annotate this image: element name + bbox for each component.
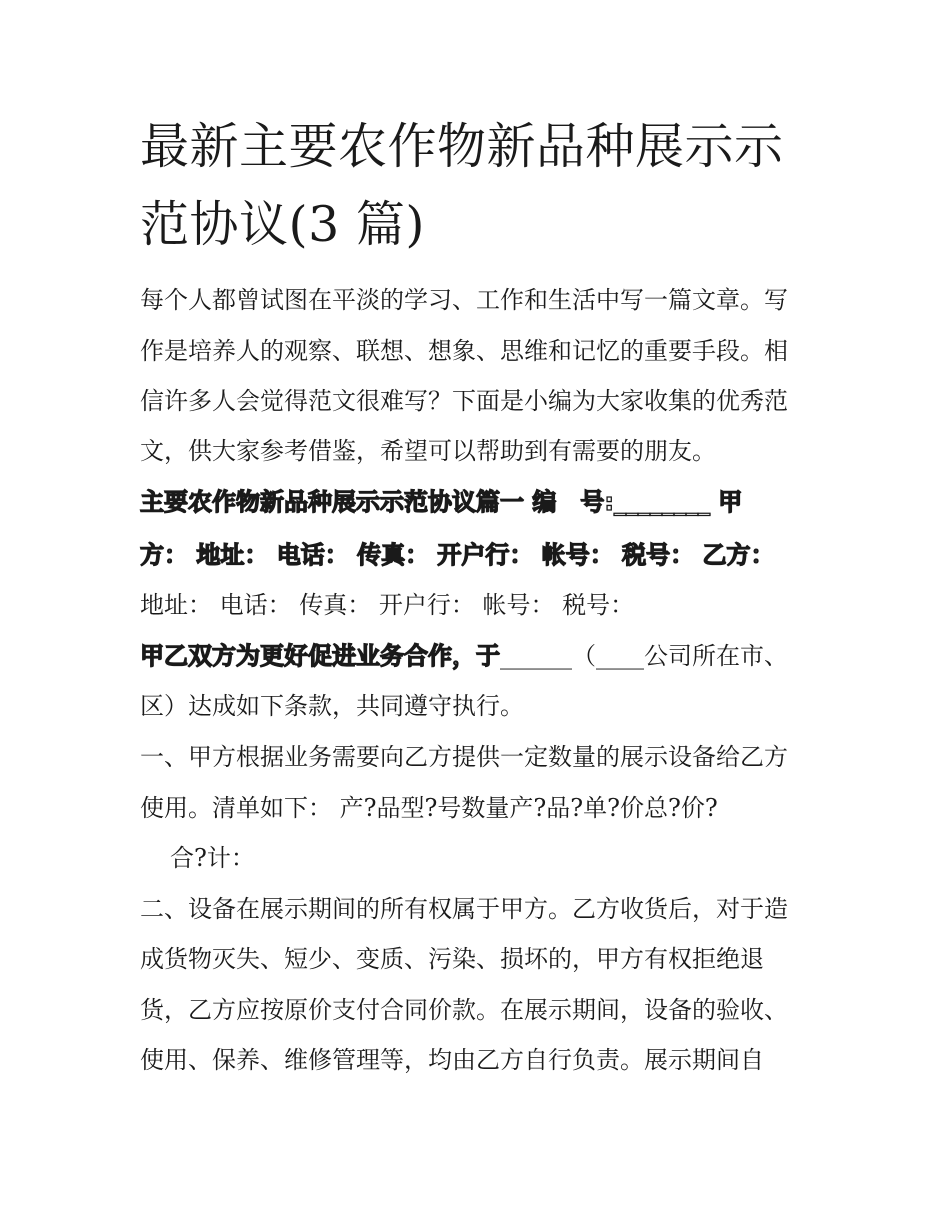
intro-line-1: 每个人都曾试图在平淡的学习、工作和生活中写一篇文章。写 bbox=[140, 286, 788, 314]
clause-2-line-3: 货，乙方应按原价支付合同价款。在展示期间，设备的验收、 bbox=[140, 996, 788, 1024]
intro-line-3: 信许多人会觉得范文很难写？下面是小编为大家收集的优秀范 bbox=[140, 387, 788, 415]
clause-1-line-3: 合?计： bbox=[170, 844, 255, 872]
agreement-lead: 甲乙双方为更好促进业务合作，于 bbox=[140, 642, 500, 670]
section-header-line-2: 方： 地址： 电话： 传真： 开户行： 帐号： 税号： 乙方： bbox=[140, 541, 775, 569]
party-b-info: 地址： 电话： 传真： 开户行： 帐号： 税号： bbox=[140, 591, 635, 619]
agreement-line-2: 区）达成如下条款，共同遵守执行。 bbox=[140, 692, 524, 720]
agreement-location: ______（____公司所在市、 bbox=[500, 642, 788, 670]
clause-1-line-2: 使用。清单如下： 产?品型?号数量产?品?单?价总?价? bbox=[140, 794, 718, 822]
clause-2-line-1: 二、设备在展示期间的所有权属于甲方。乙方收货后，对于造 bbox=[140, 895, 788, 923]
clause-2-line-2: 成货物灭失、短少、变质、污染、损坏的，甲方有权拒绝退 bbox=[140, 945, 764, 973]
clause-1-line-1: 一、甲方根据业务需要向乙方提供一定数量的展示设备给乙方 bbox=[140, 743, 788, 771]
section-header-line-1: 主要农作物新品种展示示范协议篇一 编 号:________ 甲 bbox=[140, 488, 743, 516]
agreement-line-1 bbox=[140, 644, 788, 668]
document-title-line-2: 范协议(3 篇) bbox=[140, 196, 425, 253]
clause-2-line-4: 使用、保养、维修管理等，均由乙方自行负责。展示期间自 bbox=[140, 1046, 764, 1074]
intro-line-2: 作是培养人的观察、联想、想象、思维和记忆的重要手段。相 bbox=[140, 337, 788, 365]
intro-line-4: 文，供大家参考借鉴，希望可以帮助到有需要的朋友。 bbox=[140, 437, 716, 465]
document-title-line-1: 最新主要农作物新品种展示示 bbox=[140, 118, 784, 175]
